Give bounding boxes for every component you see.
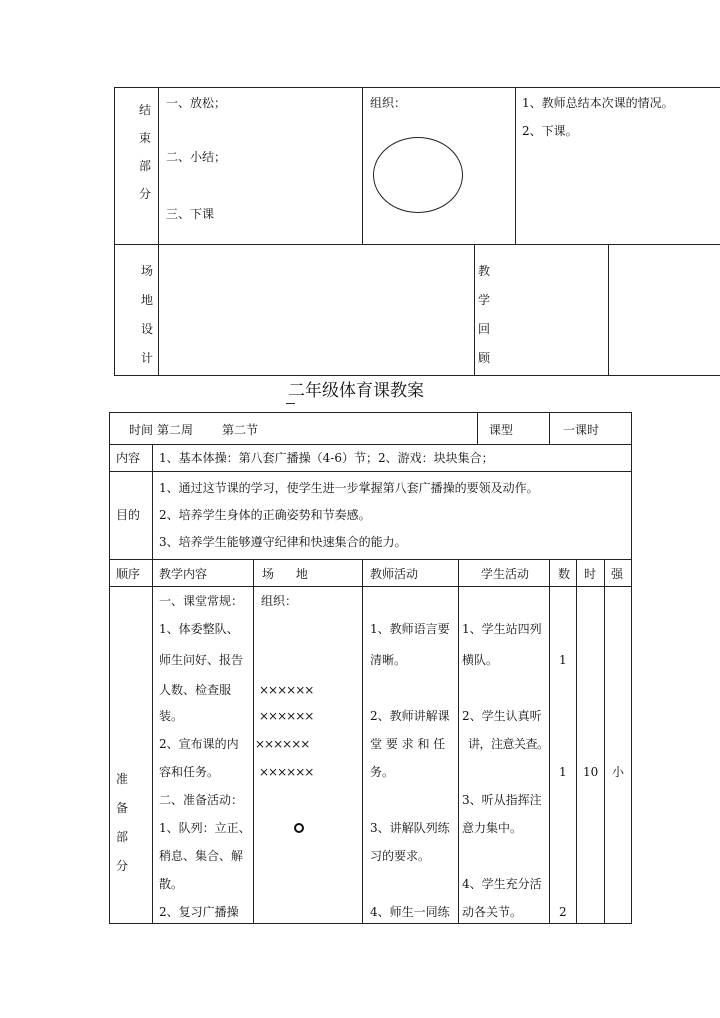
prep-content-line-12: 2、复习广播操 [159, 905, 239, 919]
period-value: 第二节 [222, 423, 259, 437]
prep-student-line-2: 横队。 [462, 653, 499, 667]
goal-2: 2、培养学生身体的正确姿势和节奏感。 [159, 508, 371, 522]
time-label: 时间 [129, 423, 154, 437]
col-header-student: 学生活动 [481, 567, 530, 581]
formation-row-1: ×××××× [259, 683, 314, 697]
lesson-plan-title: 二年级体育课教案 [288, 381, 424, 401]
end-content-1: 一、放松； [166, 96, 227, 110]
prep-content-line-9: 1、队列：立正、 [159, 821, 251, 835]
prep-student-line-1: 1、学生站四列 [462, 622, 542, 636]
end-content-2: 二、小结； [166, 150, 227, 164]
venue-design-label: 场地设计 [141, 264, 154, 365]
end-content-3: 三、下课 [166, 207, 215, 221]
content-label: 内容 [116, 451, 141, 465]
prep-content-line-1: 一、课堂常规： [159, 594, 244, 608]
prep-student-line-3: 2、学生认真听 [462, 709, 542, 723]
lesson-type-label: 课型 [489, 423, 514, 437]
prep-teacher-line-7: 习的要求。 [370, 849, 431, 863]
col-header-content: 教学内容 [159, 567, 208, 581]
prep-content-line-7: 容和任务。 [159, 765, 220, 779]
prep-content-line-5: 装。 [159, 709, 184, 723]
circle-formation-diagram [373, 137, 463, 213]
prep-student-line-6: 意力集中。 [462, 821, 523, 835]
col-header-order: 顺序 [116, 567, 141, 581]
content-value: 1、基本体操：第八套广播操（4-6）节；2、游戏：块块集合； [159, 451, 494, 465]
end-org-label: 组织： [370, 96, 407, 110]
prep-student-line-8: 动各关节。 [462, 905, 523, 919]
goal-label: 目的 [116, 508, 141, 522]
end-teacher-1: 1、教师总结本次课的情况。 [522, 96, 674, 110]
title-underline-mark [286, 403, 295, 404]
goal-3: 3、培养学生能够遵守纪律和快速集合的能力。 [159, 535, 407, 549]
prep-section-label: 准备部分 [116, 772, 129, 873]
prep-teacher-line-8: 4、师生一同练 [370, 905, 450, 919]
prep-teacher-line-5: 务。 [370, 765, 395, 779]
prep-content-line-11: 散。 [159, 877, 184, 891]
prep-teacher-line-3: 2、教师讲解课 [370, 709, 450, 723]
prep-student-line-5: 3、听从指挥注 [462, 793, 542, 807]
prep-student-line-4: 讲，注意关查。 [468, 737, 549, 751]
prep-content-line-4: 人数、检查服 [159, 683, 232, 697]
prep-teacher-line-6: 3、讲解队列练 [370, 821, 450, 835]
prep-count-2: 1 [559, 765, 567, 779]
formation-row-3: ×××××× [255, 737, 310, 751]
teaching-review-label: 教学回顾 [478, 264, 491, 365]
prep-content-line-8: 二、准备活动： [159, 793, 244, 807]
teacher-position-marker [294, 823, 304, 833]
prep-content-line-3: 师生问好、报告 [159, 653, 244, 667]
end-teacher-2: 2、下课。 [522, 124, 578, 138]
week-value: 第二周 [157, 423, 194, 437]
prep-count-3: 2 [559, 905, 567, 919]
col-header-time: 时 [584, 567, 597, 581]
end-section-label: 结束部分 [139, 103, 152, 201]
prep-venue-org-label: 组织： [261, 594, 298, 608]
formation-row-4: ×××××× [259, 765, 314, 779]
prep-teacher-line-2: 清晰。 [370, 653, 407, 667]
prep-teacher-line-4: 堂 要 求 和 任 [370, 737, 446, 751]
prep-teacher-line-1: 1、教师语言要 [370, 622, 450, 636]
lesson-type-value: 一课时 [563, 423, 600, 437]
prep-count-1: 1 [559, 653, 567, 667]
prep-content-line-6: 2、宣布课的内 [159, 737, 239, 751]
formation-row-2: ×××××× [259, 709, 314, 723]
col-header-teacher: 教师活动 [370, 567, 419, 581]
col-header-venue: 场 地 [262, 567, 308, 581]
prep-time-value: 10 [583, 765, 599, 779]
prep-intensity-value: 小 [612, 765, 625, 779]
col-header-intensity: 强 [611, 567, 624, 581]
prep-content-line-2: 1、体委整队、 [159, 622, 239, 636]
prep-content-line-10: 稍息、集合、解 [159, 849, 244, 863]
prep-student-line-7: 4、学生充分活 [462, 877, 542, 891]
goal-1: 1、通过这节课的学习，使学生进一步掌握第八套广播操的要领及动作。 [159, 481, 539, 495]
col-header-count: 数 [558, 567, 571, 581]
